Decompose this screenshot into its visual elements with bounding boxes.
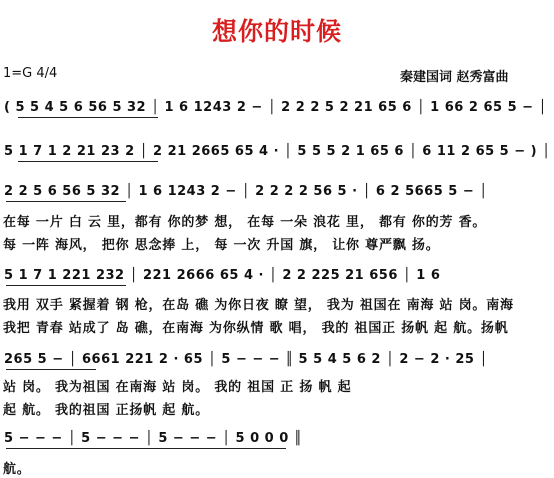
beam-underline <box>6 201 126 202</box>
song-credits: 秦建国词 赵秀富曲 <box>400 70 509 85</box>
notation-line-5: 265 5 − │ 6661 221 2 · 65 │ 5 − − − ║ 5 5 4 5 6 2 │ 2 − 2 · 25 │ <box>4 352 488 367</box>
lyric-line-2: 每 一阵 海风， 把你 思念捧 上， 每 一次 升国 旗， 让你 尊严飘 扬。 <box>3 238 440 253</box>
lyric-line-1: 在每 一片 白 云 里，都有 你的梦 想， 在每 一朵 浪花 里， 都有 你的芳 香。 <box>3 215 487 230</box>
beam-underline <box>6 448 286 449</box>
song-title: 想你的时候 <box>211 17 342 46</box>
notation-line-4: 5 1 7 1 221 232 │ 221 2666 65 4 · │ 2 2 225 21 656 │ 1 6 <box>4 268 441 283</box>
lyric-line-7: 航。 <box>3 462 31 477</box>
beam-underline <box>18 117 158 118</box>
beam-underline <box>18 161 158 162</box>
beam-underline <box>6 369 96 370</box>
notation-line-3: 2 2 5 6 56 5 32 │ 1 6 1243 2 − │ 2 2 2 2 56 5 · │ 6 2 5665 5 − │ <box>4 184 488 199</box>
lyric-line-4: 我把 青春 站成了 岛 礁，在南海 为你纵情 歌 唱， 我的 祖国正 扬帆 起 航。扬帆 <box>3 321 509 336</box>
beam-underline <box>6 285 126 286</box>
key-time-signature: 1=G 4/4 <box>3 66 58 81</box>
notation-line-1: ( 5 5 4 5 6 56 5 32 │ 1 6 1243 2 − │ 2 2 2 5 2 21 65 6 │ 1 66 2 65 5 − │ <box>4 100 547 115</box>
lyric-line-3: 我用 双手 紧握着 钢 枪，在岛 礁 为你日夜 瞭 望， 我为 祖国在 南海 站 岗。南海 <box>3 298 514 313</box>
lyric-line-5: 站 岗。 我为祖国 在南海 站 岗。 我的 祖国 正 扬 帆 起 <box>3 380 352 395</box>
notation-line-2: 5 1 7 1 2 21 23 2 │ 2 21 2665 65 4 · │ 5 5 5 2 1 65 6 │ 6 11 2 65 5 − ) │ <box>4 144 551 159</box>
lyric-line-6: 起 航。 我的祖国 正扬帆 起 航。 <box>3 403 210 418</box>
notation-line-6: 5 − − − │ 5 − − − │ 5 − − − │ 5 0 0 0 ║ <box>4 431 303 446</box>
